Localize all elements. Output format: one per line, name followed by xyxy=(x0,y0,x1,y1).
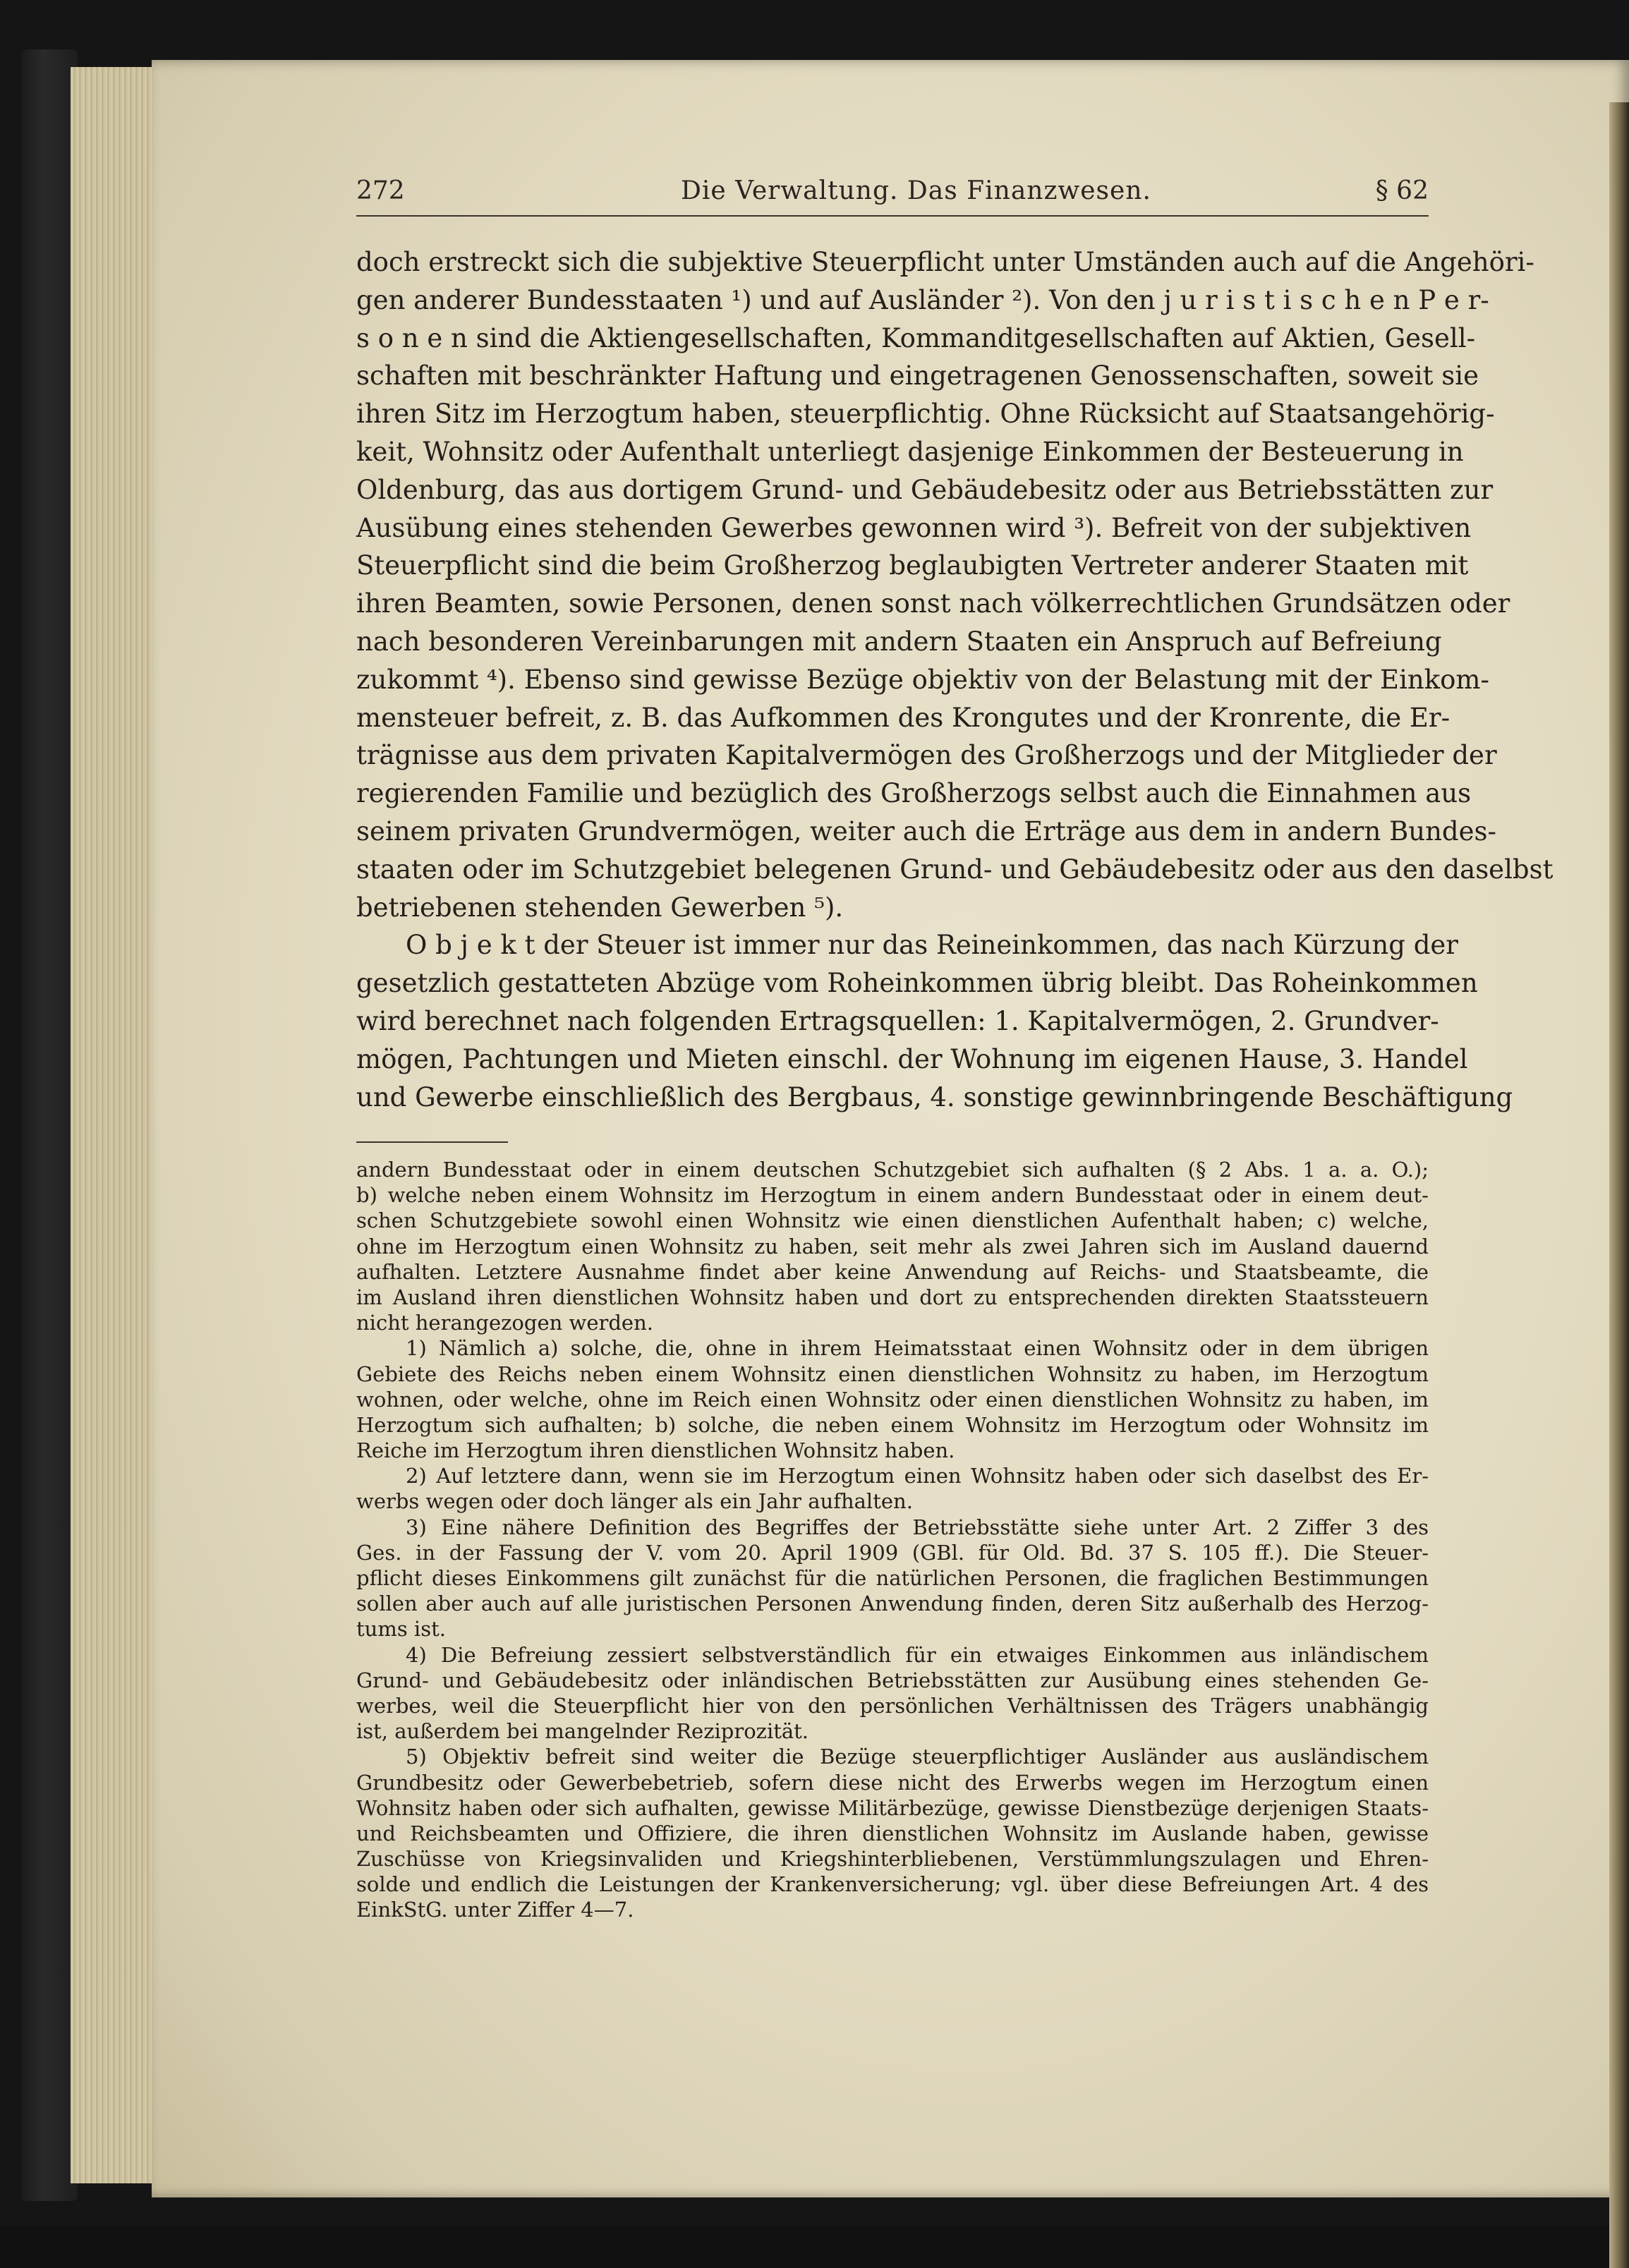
body-line: Oldenburg, das aus dortigem Grund- und Gebäudebesitz oder aus Betriebsstätten zur xyxy=(356,474,1494,505)
footnote-line: ohne im Herzogtum einen Wohnsitz zu haben, seit mehr als zwei Jahren sich im Ausland dauernd xyxy=(356,1234,1429,1259)
body-line: seinem privaten Grundvermögen, weiter auch die Erträge aus dem in andern Bundes- xyxy=(356,815,1496,847)
body-line: zukommt ⁴). Ebenso sind gewisse Bezüge objektiv von der Belastung mit der Einkom- xyxy=(356,664,1490,695)
footnote-line: Gebiete des Reichs neben einem Wohnsitz einen dienstlichen Wohnsitz zu haben, im Herzogtum xyxy=(356,1362,1429,1386)
footnote-line: 2) Auf letztere dann, wenn sie im Herzogtum einen Wohnsitz haben oder sich daselbst des Er- xyxy=(406,1464,1429,1488)
body-text xyxy=(356,243,1554,1116)
body-line: s o n e n sind die Aktiengesellschaften, Kommanditgesellschaften auf Aktien, Gesell- xyxy=(356,322,1476,353)
footnote-line: Herzogtum sich aufhalten; b) solche, die neben einem Wohnsitz im Herzogtum oder Wohnsitz im xyxy=(356,1412,1429,1437)
footnote-line: 1) Nämlich a) solche, die, ohne in ihrem Heimatsstaat einen Wohnsitz oder in dem übrigen xyxy=(406,1336,1429,1361)
footnote-line: Reiche im Herzogtum ihren dienstlichen Wohnsitz haben. xyxy=(356,1438,955,1463)
body-line: ihren Beamten, sowie Personen, denen sonst nach völkerrechtlichen Grundsätzen oder xyxy=(356,588,1510,619)
footnote-line: im Ausland ihren dienstlichen Wohnsitz haben und dort zu entsprechenden direkten Staatssteuern xyxy=(356,1285,1429,1309)
page-number: 272 xyxy=(356,176,405,205)
body-line: O b j e k t der Steuer ist immer nur das Reineinkommen, das nach Kürzung der xyxy=(406,930,1458,961)
body-line: schaften mit beschränkter Haftung und eingetragenen Genossenschaften, soweit sie xyxy=(356,360,1479,392)
footnote-line: solde und endlich die Leistungen der Krankenversicherung; vgl. über diese Befreiungen Art. 4 des xyxy=(356,1872,1429,1897)
footnote-line: b) welche neben einem Wohnsitz im Herzogtum in einem andern Bundesstaat oder in einem deut- xyxy=(356,1183,1429,1208)
footnote-line: ist, außerdem bei mangelnder Reziprozität. xyxy=(356,1719,809,1744)
footnote-line: 5) Objektiv befreit sind weiter die Bezüge steuerpflichtiger Ausländer aus ausländischem xyxy=(406,1745,1429,1769)
section-mark: § 62 xyxy=(1375,176,1429,205)
body-line: mensteuer befreit, z. B. das Aufkommen des Krongutes und der Kronrente, die Er- xyxy=(356,702,1451,733)
footnote-line: nicht herangezogen werden. xyxy=(356,1311,653,1335)
footnote-rule xyxy=(356,1141,508,1143)
body-line: regierenden Familie und bezüglich des Großherzogs selbst auch die Einnahmen aus xyxy=(356,778,1472,809)
footnote-line: wohnen, oder welche, ohne im Reich einen Wohnsitz oder einen dienstlichen Wohnsitz zu haben, im xyxy=(356,1387,1429,1412)
footnote-line: werbes, weil die Steuerpflicht hier von den persönlichen Verhältnissen des Trägers unabhängig xyxy=(356,1693,1429,1718)
footnote-line: andern Bundesstaat oder in einem deutschen Schutzgebiet sich aufhalten (§ 2 Abs. 1 a. a. O.); xyxy=(356,1158,1429,1182)
running-head-title: Die Verwaltung. Das Finanzwesen. xyxy=(681,176,1151,205)
body-line: Ausübung eines stehenden Gewerbes gewonnen wird ³). Befreit von der subjektiven xyxy=(356,512,1472,543)
body-line: betriebenen stehenden Gewerben ⁵). xyxy=(356,892,844,923)
footnote-line: schen Schutzgebiete sowohl einen Wohnsitz wie einen dienstlichen Aufenthalt haben; c) welche, xyxy=(356,1208,1429,1233)
header-rule xyxy=(356,215,1429,217)
footnote-line: EinkStG. unter Ziffer 4—7. xyxy=(356,1898,634,1922)
body-line: trägnisse aus dem privaten Kapitalvermögen des Großherzogs und der Mitglieder der xyxy=(356,740,1497,771)
footnote-line: sollen aber auch auf alle juristischen Personen Anwendung finden, deren Sitz außerhalb des Herzog- xyxy=(356,1591,1429,1616)
footnote-line: 4) Die Befreiung zessiert selbstverständlich für ein etwaiges Einkommen aus inländischem xyxy=(406,1642,1429,1667)
footnote-line: pflicht dieses Einkommens gilt zunächst für die natürlichen Personen, die fraglichen Bestimmungen xyxy=(356,1566,1429,1590)
footnote-line: werbs wegen oder doch länger als ein Jahr aufhalten. xyxy=(356,1489,913,1514)
footnote-line: tums ist. xyxy=(356,1617,446,1642)
body-line: staaten oder im Schutzgebiet belegenen Grund- und Gebäudebesitz oder aus den daselbst xyxy=(356,854,1554,885)
footnote-line: 3) Eine nähere Definition des Begriffes der Betriebsstätte siehe unter Art. 2 Ziffer 3 des xyxy=(406,1515,1429,1539)
footnote-line: aufhalten. Letztere Ausnahme findet aber keine Anwendung auf Reichs- und Staatsbeamte, die xyxy=(356,1259,1429,1284)
footnote-line: Zuschüsse von Kriegsinvaliden und Kriegshinterbliebenen, Verstümmlungszulagen und Ehren- xyxy=(356,1847,1429,1872)
body-line: wird berechnet nach folgenden Ertragsquellen: 1. Kapitalvermögen, 2. Grundver- xyxy=(356,1005,1439,1036)
footnote-line: Grundbesitz oder Gewerbebetrieb, sofern diese nicht des Erwerbs wegen im Herzogtum einen xyxy=(356,1770,1429,1795)
body-line: gesetzlich gestatteten Abzüge vom Roheinkommen übrig bleibt. Das Roheinkommen xyxy=(356,968,1478,999)
footnotes xyxy=(356,1157,1429,1923)
page-right-edge xyxy=(1609,102,1629,2268)
footnote-line: Grund- und Gebäudebesitz oder inländischen Betriebsstätten zur Ausübung eines stehenden Ge- xyxy=(356,1668,1429,1692)
body-line: nach besonderen Vereinbarungen mit andern Staaten ein Anspruch auf Befreiung xyxy=(356,626,1442,657)
footnote-line: Wohnsitz haben oder sich aufhalten, gewisse Militärbezüge, gewisse Dienstbezüge derjenigen Staats- xyxy=(356,1795,1429,1820)
body-line: gen anderer Bundesstaaten ¹) und auf Ausländer ²). Von den j u r i s t i s c h e n P e r- xyxy=(356,284,1489,315)
footnote-line: Ges. in der Fassung der V. vom 20. April 1909 (GBl. für Old. Bd. 37 S. 105 ff.). Die Steuer- xyxy=(356,1540,1429,1565)
body-line: und Gewerbe einschließlich des Bergbaus, 4. sonstige gewinnbringende Beschäftigung xyxy=(356,1081,1513,1112)
body-line: Steuerpflicht sind die beim Großherzog beglaubigten Vertreter anderer Staaten mit xyxy=(356,550,1469,581)
book-cover-spine xyxy=(21,49,78,2201)
body-line: mögen, Pachtungen und Mieten einschl. der Wohnung im eigenen Hause, 3. Handel xyxy=(356,1043,1468,1074)
running-head xyxy=(356,176,1429,219)
body-line: doch erstreckt sich die subjektive Steuerpflicht unter Umständen auch auf die Angehöri- xyxy=(356,247,1534,277)
footnote-line: und Reichsbeamten und Offiziere, die ihren dienstlichen Wohnsitz im Auslande haben, gewisse xyxy=(356,1821,1429,1845)
body-line: ihren Sitz im Herzogtum haben, steuerpflichtig. Ohne Rücksicht auf Staatsangehörig- xyxy=(356,399,1495,430)
body-line: keit, Wohnsitz oder Aufenthalt unterliegt dasjenige Einkommen der Besteuerung in xyxy=(356,436,1464,467)
